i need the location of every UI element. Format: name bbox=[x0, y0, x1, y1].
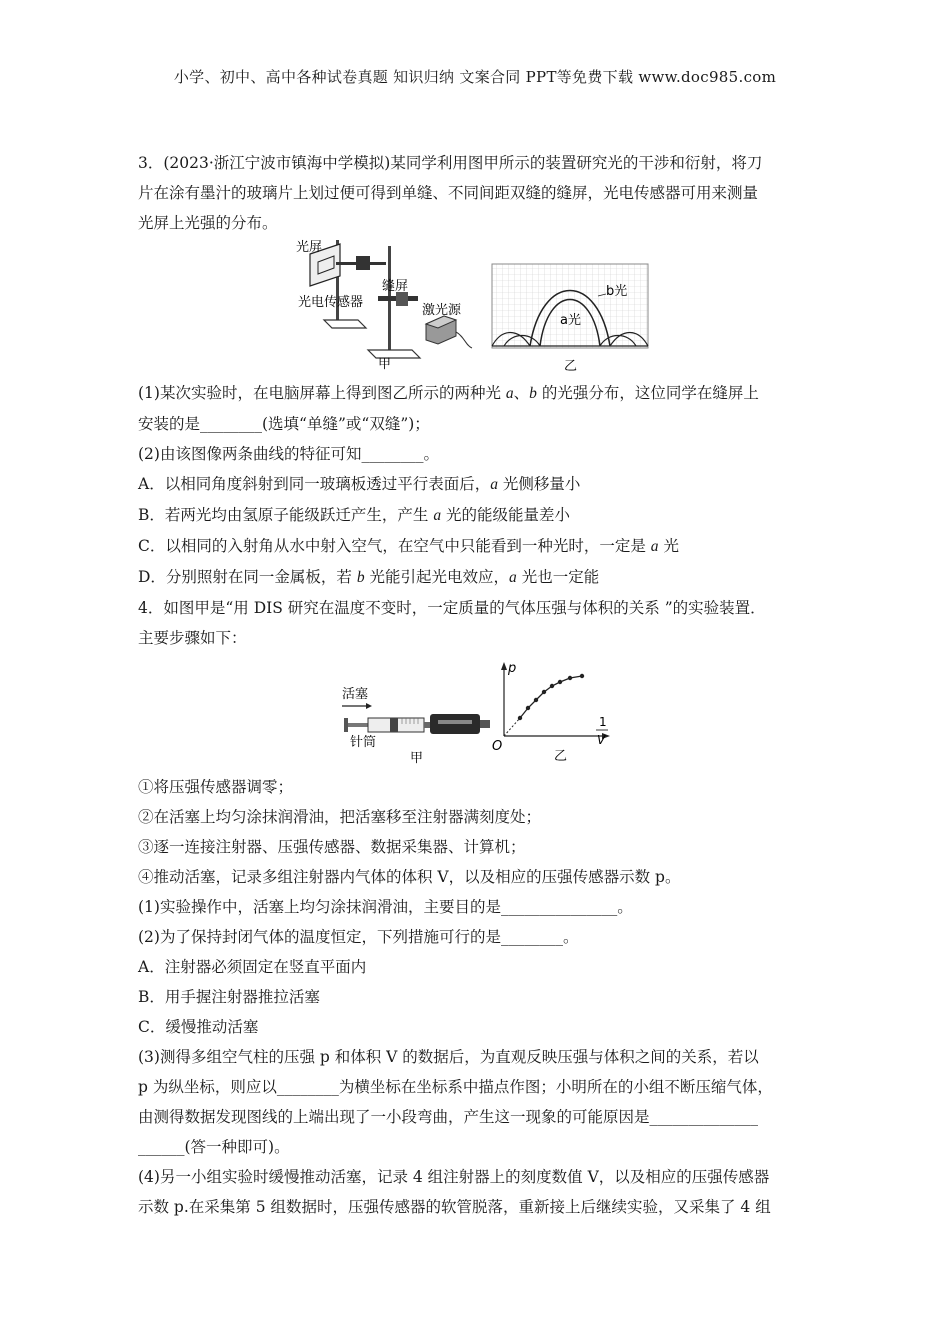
q4-step-1: ①将压强传感器调零； bbox=[138, 778, 294, 796]
label-origin: O bbox=[492, 739, 503, 754]
q4-stem-line-2: 主要步骤如下： bbox=[138, 629, 247, 647]
q4-sub1: (1)实验操作中，活塞上均匀涂抹润滑油，主要目的是_______________。 bbox=[138, 898, 633, 916]
q4-steps-and-subquestions bbox=[138, 772, 818, 1222]
caption-yi-4: 乙 bbox=[554, 749, 568, 764]
label-a-light: a光 bbox=[560, 313, 581, 328]
page-header: 小学、初中、高中各种试卷真题 知识归纳 文案合同 PPT等免费下载 www.doc985.com bbox=[173, 68, 777, 86]
label-p-axis: p bbox=[508, 661, 517, 676]
q3-sub1-line1: (1)某次实验时，在电脑屏幕上得到图乙所示的两种光 a、b 的光强分布，这位同学在缝屏上 bbox=[138, 384, 759, 402]
q4-step-2: ②在活塞上均匀涂抹润滑油，把活塞移至注射器满刻度处； bbox=[138, 808, 542, 826]
q4-stem-line-1: 4．如图甲是“用 DIS 研究在温度不变时，一定质量的气体压强与体积的关系 ”的实验装置． bbox=[138, 599, 766, 617]
q4-sub3-line4: ______(答一种即可)。 bbox=[138, 1138, 290, 1156]
label-zhentong: 针筒 bbox=[350, 735, 377, 750]
q3-figure-yi bbox=[490, 262, 652, 374]
q4-option-c: C．缓慢推动活塞 bbox=[138, 1018, 259, 1036]
q3-option-a: A．以相同角度斜射到同一玻璃板透过平行表面后，a 光侧移量小 bbox=[138, 475, 581, 493]
q3-stem-line-1: 3．(2023·浙江宁波市镇海中学模拟)某同学利用图甲所示的装置研究光的干涉和衍射，将刀 bbox=[138, 154, 763, 172]
q3-sub2: (2)由该图像两条曲线的特征可知________。 bbox=[138, 445, 439, 463]
q3-sub1-line2: 安装的是________(选填“单缝”或“双缝”)； bbox=[138, 415, 430, 433]
q3-option-b: B．若两光均由氢原子能级跃迁产生，产生 a 光的能级能量差小 bbox=[138, 506, 571, 524]
q4-sub2: (2)为了保持封闭气体的温度恒定，下列措施可行的是________。 bbox=[138, 928, 579, 946]
q4-sub4-line2: 示数 p.在采集第 5 组数据时，压强传感器的软管脱落，重新接上后继续实验，又采集了 4 组 bbox=[138, 1198, 771, 1216]
caption-yi: 乙 bbox=[564, 359, 578, 374]
label-fengping: 缝屏 bbox=[382, 279, 409, 294]
q4-sub3-line3: 由测得数据发现图线的上端出现了一小段弯曲，产生这一现象的可能原因是______________ bbox=[138, 1108, 759, 1126]
q3-stem-line-3: 光屏上光强的分布。 bbox=[138, 214, 278, 232]
label-one: 1 bbox=[599, 715, 607, 729]
q4-figure-yi bbox=[486, 660, 616, 768]
label-V: V bbox=[597, 733, 606, 747]
label-b-light: b光 bbox=[606, 284, 628, 299]
q4-option-a: A．注射器必须固定在竖直平面内 bbox=[138, 958, 367, 976]
label-sensor: 光电传感器 bbox=[298, 295, 364, 310]
q3-subquestions bbox=[138, 378, 818, 653]
q4-step-3: ③逐一连接注射器、压强传感器、数据采集器、计算机； bbox=[138, 838, 526, 856]
q4-sub3-line1: (3)测得多组空气柱的压强 p 和体积 V 的数据后，为直观反映压强与体积之间的关系，若以 bbox=[138, 1048, 759, 1066]
question-content bbox=[138, 148, 818, 238]
label-huosai: 活塞 bbox=[342, 687, 369, 702]
label-guangping: 光屏 bbox=[296, 240, 323, 255]
caption-jia: 甲 bbox=[378, 357, 392, 372]
q3-option-d: D．分别照射在同一金属板，若 b 光能引起光电效应，a 光也一定能 bbox=[138, 568, 600, 586]
q3-figure-jia bbox=[296, 236, 478, 372]
q4-option-b: B．用手握注射器推拉活塞 bbox=[138, 988, 320, 1006]
q4-step-4: ④推动活塞，记录多组注射器内气体的体积 V，以及相应的压强传感器示数 p。 bbox=[138, 868, 681, 886]
q3-option-c: C．以相同的入射角从水中射入空气，在空气中只能看到一种光时，一定是 a 光 bbox=[138, 537, 679, 555]
label-laser: 激光源 bbox=[422, 303, 462, 318]
q4-figure-jia bbox=[338, 680, 494, 766]
q4-sub3-line2: p 为纵坐标，则应以________为横坐标在坐标系中描点作图；小明所在的小组不断压缩气体， bbox=[138, 1078, 773, 1096]
caption-jia-4: 甲 bbox=[410, 751, 424, 766]
q4-sub4-line1: (4)另一小组实验时缓慢推动活塞，记录 4 组注射器上的刻度数值 V，以及相应的压强传感器 bbox=[138, 1168, 770, 1186]
q3-stem-line-2: 片在涂有墨汁的玻璃片上划过便可得到单缝、不同间距双缝的缝屏，光电传感器可用来测量 bbox=[138, 184, 759, 202]
